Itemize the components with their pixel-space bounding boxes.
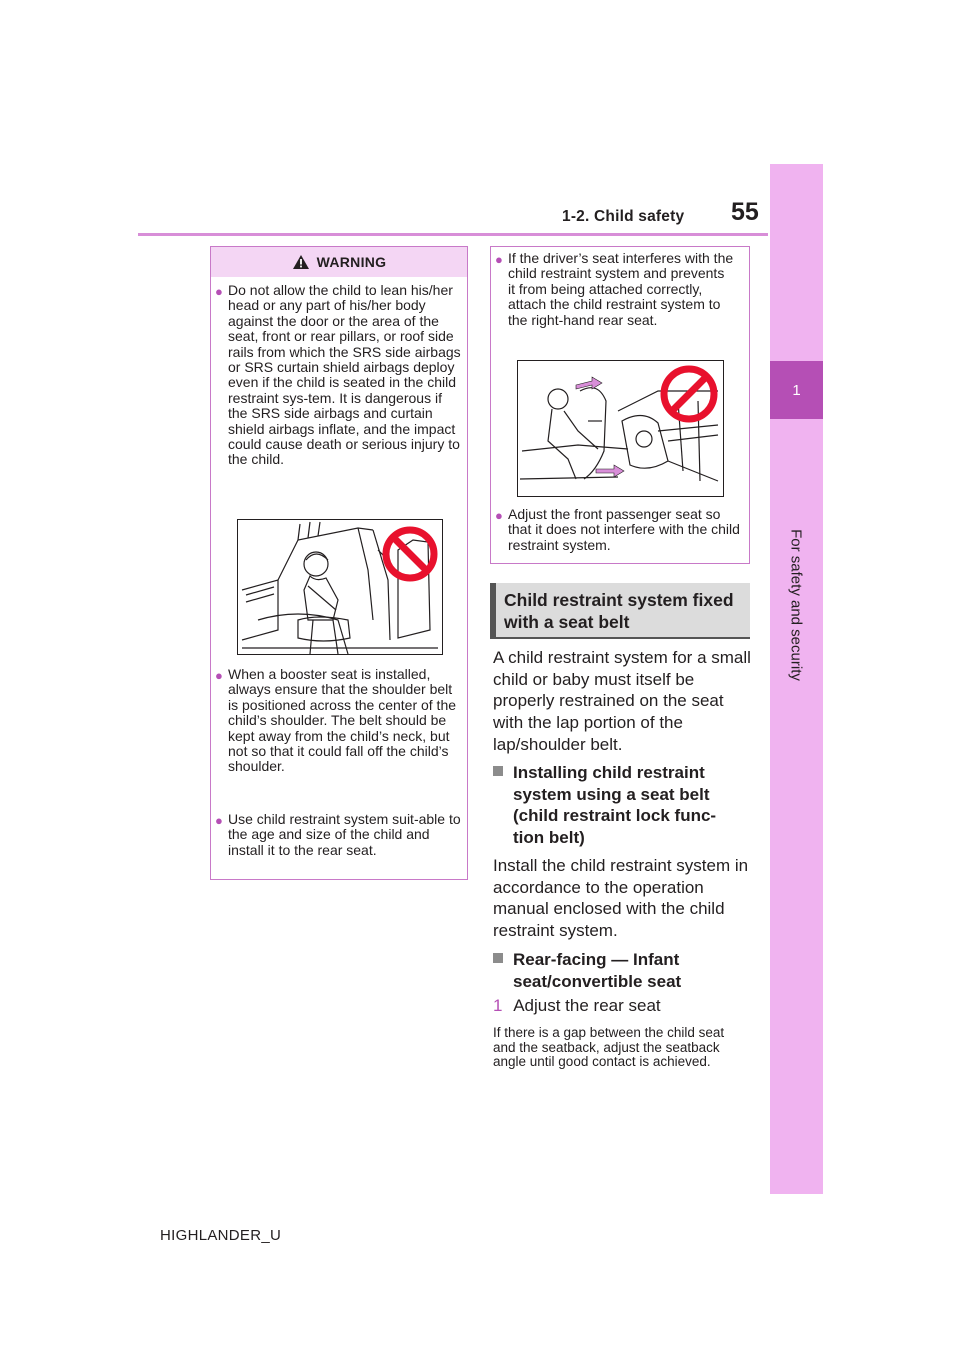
step-number: 1 <box>493 996 503 1015</box>
bullet-dot-icon: ● <box>495 252 503 267</box>
chapter-number-tab <box>770 361 823 419</box>
bullet-dot-icon: ● <box>495 508 503 523</box>
chapter-number: 1 <box>792 381 801 399</box>
section-title: 1-2. Child safety <box>562 208 685 225</box>
header-rule <box>138 233 768 236</box>
warning-bullet-2-text: When a booster seat is installed, always ensure that the shoulder belt is positioned across the center of the child’s shoulder. The belt should be kept away from the child’s neck, but not so that it could fall off the child’s shoulder. <box>228 666 457 775</box>
warning-bullet-3-text: Use child restraint system suit-able to the age and size of the child and install it to the rear seat. <box>228 811 461 858</box>
warning-triangle-icon <box>292 254 310 270</box>
bullet-dot-icon: ● <box>215 284 223 299</box>
subheading-rear-facing-text: Rear-facing — Infant seat/convertible seat <box>513 950 682 991</box>
note-box <box>490 246 750 564</box>
section-heading: Child restraint system fixed with a seat belt <box>504 590 734 632</box>
footer-model: HIGHLANDER_U <box>160 1227 282 1244</box>
warning-title: WARNING <box>316 254 387 270</box>
subheading-rear-facing <box>493 949 733 992</box>
step-note: If there is a gap between the child seat and the seatback, adjust the seatback angle until good contact is achieved. <box>493 1025 725 1070</box>
warning-header <box>211 247 467 277</box>
note-bullet-1 <box>495 251 735 328</box>
install-paragraph: Install the child restraint system in accordance to the operation manual enclosed with the child restraint system. <box>493 856 749 941</box>
note-bullet-1-text: If the driver’s seat interferes with the child restraint system and prevents it from being attached correctly, attach the child restraint system to the right-hand rear seat. <box>508 250 734 328</box>
bullet-dot-icon: ● <box>215 668 223 683</box>
intro-paragraph: A child restraint system for a small child or baby must itself be properly restrained on the seat with the lap portion of the lap/shoulder belt. <box>493 648 751 754</box>
step-text: Adjust the rear seat <box>513 996 661 1015</box>
prohibition-icon <box>382 526 438 582</box>
warning-bullet-1-text: Do not allow the child to lean his/her head or any part of his/her body against the door or the area of the seat, front or rear pillars, or roof side rails from which the SRS side airbags or SRS curtain shield airbags deploy even if the child is seated in the child restraint sys-tem. It is dangerous if the SRS side airbags and curtain shield airbags inflate, and the impact could cause death or serious injury to the child. <box>228 282 461 468</box>
note-bullet-2 <box>495 507 745 553</box>
subheading-install <box>493 762 733 849</box>
subheading-install-text: Installing child restraint system using a seat belt (child restraint lock func-tion belt) <box>513 763 717 848</box>
warning-bullet-2 <box>215 667 465 775</box>
warning-bullet-1 <box>215 283 463 468</box>
page-number: 55 <box>731 198 759 226</box>
square-bullet-icon <box>493 766 503 776</box>
booster-seat-illustration <box>237 519 443 655</box>
warning-box <box>210 246 468 880</box>
section-heading-box <box>490 583 750 639</box>
note-bullet-2-text: Adjust the front passenger seat so that it does not interfere with the child restraint system. <box>508 506 740 553</box>
step-1 <box>493 995 755 1017</box>
section-heading-bar <box>490 583 496 637</box>
square-bullet-icon <box>493 953 503 963</box>
chapter-label: For safety and security <box>787 529 805 681</box>
prohibition-icon <box>660 365 718 423</box>
warning-bullet-3 <box>215 812 463 858</box>
bullet-dot-icon: ● <box>215 813 223 828</box>
driver-seat-interference-illustration <box>517 360 724 497</box>
